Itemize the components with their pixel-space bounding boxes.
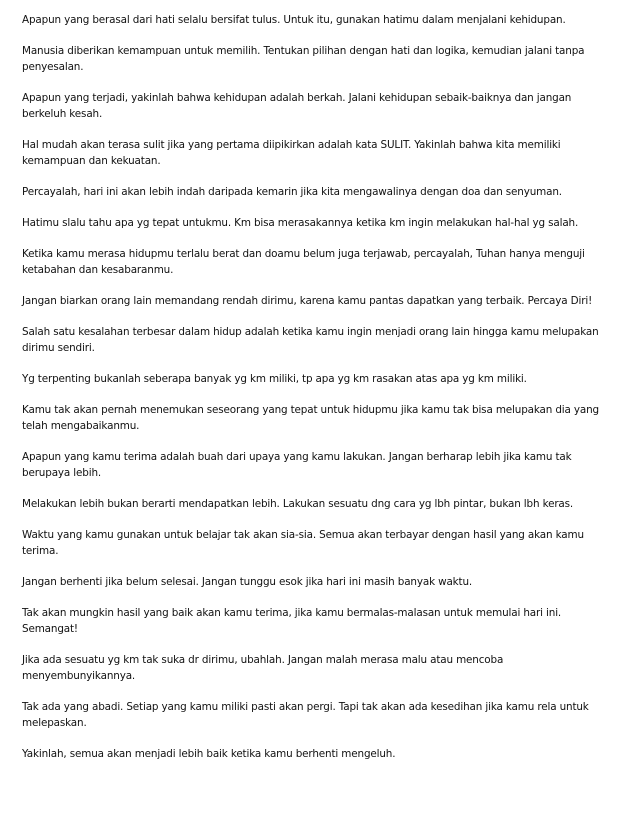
paragraph-2: Manusia diberikan kemampuan untuk memilih. Tentukan pilihan dengan hati dan logika, kemudian jalani tanpa penyesalan. bbox=[22, 45, 585, 73]
paragraph-10: Yg terpenting bukanlah seberapa banyak yg km miliki, tp apa yg km rasakan atas apa yg km miliki. bbox=[22, 373, 527, 385]
paragraph-12: Apapun yang kamu terima adalah buah dari upaya yang kamu lakukan. Jangan berharap lebih jika kamu tak berupaya lebih. bbox=[22, 451, 572, 479]
paragraph-15: Jangan berhenti jika belum selesai. Jangan tunggu esok jika hari ini masih banyak waktu. bbox=[22, 576, 473, 588]
paragraph-3: Apapun yang terjadi, yakinlah bahwa kehidupan adalah berkah. Jalani kehidupan sebaik-baiknya dan jangan berkeluh kesah. bbox=[22, 92, 572, 120]
paragraph-6: Hatimu slalu tahu apa yg tepat untukmu. Km bisa merasakannya ketika km ingin melakukan hal-hal yg salah. bbox=[22, 217, 579, 229]
paragraph-16: Tak akan mungkin hasil yang baik akan kamu terima, jika kamu bermalas-malasan untuk memulai hari ini. Semangat! bbox=[22, 607, 562, 635]
paragraph-4: Hal mudah akan terasa sulit jika yang pertama diipikirkan adalah kata SULIT. Yakinlah bahwa kita memiliki kemampuan dan kekuatan. bbox=[22, 139, 561, 167]
paragraph-11: Kamu tak akan pernah menemukan seseorang yang tepat untuk hidupmu jika kamu tak bisa melupakan dia yang telah mengabaikanmu. bbox=[22, 404, 600, 432]
paragraph-19: Yakinlah, semua akan menjadi lebih baik ketika kamu berhenti mengeluh. bbox=[22, 748, 396, 760]
paragraph-18: Tak ada yang abadi. Setiap yang kamu miliki pasti akan pergi. Tapi tak akan ada kesedihan jika kamu rela untuk melepaskan. bbox=[22, 701, 589, 729]
paragraph-9: Salah satu kesalahan terbesar dalam hidup adalah ketika kamu ingin menjadi orang lain hingga kamu melupakan dirimu sendiri. bbox=[22, 326, 599, 354]
paragraph-8: Jangan biarkan orang lain memandang rendah dirimu, karena kamu pantas dapatkan yang terbaik. Percaya Diri! bbox=[22, 295, 593, 307]
paragraph-5: Percayalah, hari ini akan lebih indah daripada kemarin jika kita mengawalinya dengan doa dan senyuman. bbox=[22, 186, 562, 198]
paragraph-7: Ketika kamu merasa hidupmu terlalu berat dan doamu belum juga terjawab, percayalah, Tuhan hanya menguji ketabahan dan kesabaranmu. bbox=[22, 248, 585, 276]
paragraph-1: Apapun yang berasal dari hati selalu bersifat tulus. Untuk itu, gunakan hatimu dalam menjalani kehidupan. bbox=[22, 14, 566, 26]
paragraph-17: Jika ada sesuatu yg km tak suka dr dirimu, ubahlah. Jangan malah merasa malu atau mencoba menyembunyikannya. bbox=[22, 654, 504, 682]
paragraph-14: Waktu yang kamu gunakan untuk belajar tak akan sia-sia. Semua akan terbayar dengan hasil yang akan kamu terima. bbox=[22, 529, 584, 557]
paragraph-13: Melakukan lebih bukan berarti mendapatkan lebih. Lakukan sesuatu dng cara yg lbh pintar, bukan lbh keras. bbox=[22, 498, 574, 510]
